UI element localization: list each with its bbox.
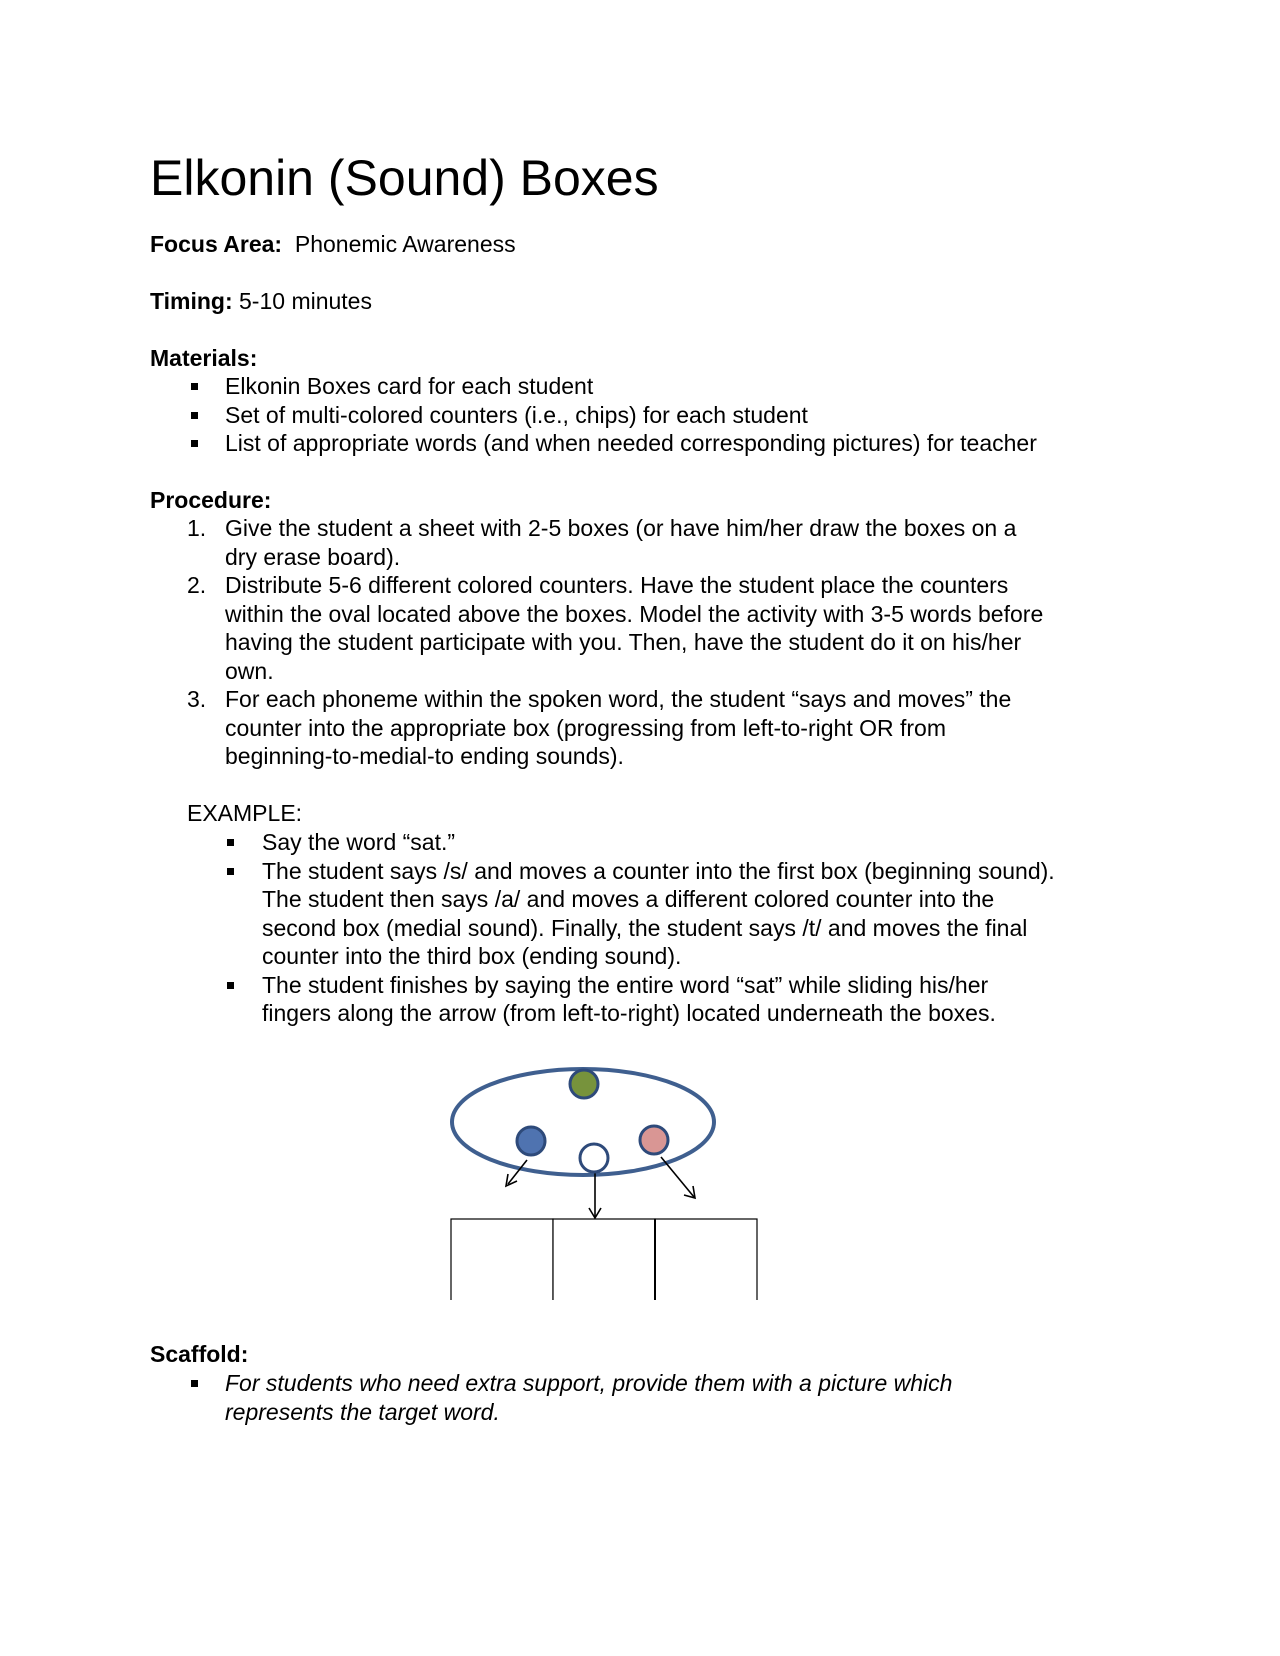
list-item: Set of multi-colored counters (i.e., chips) for each student xyxy=(150,401,1150,430)
pink-counter xyxy=(640,1126,668,1154)
focus-area-line xyxy=(150,230,516,259)
sound-box-1 xyxy=(451,1219,553,1300)
scaffold-heading: Scaffold: xyxy=(150,1341,249,1367)
procedure-step: 2. Distribute 5-6 different colored counters. Have the student place the counters within the oval located above the boxes. Model the activity with 3-5 words before having the student participate with you. Then, have the student do it on his/her own. xyxy=(187,572,1044,684)
list-item: Say the word “sat.” xyxy=(262,828,1162,857)
procedure-list xyxy=(150,514,1150,771)
list-item: For students who need extra support, provide them with a picture which represents the target word. xyxy=(150,1369,1150,1426)
green-counter xyxy=(570,1070,598,1098)
list-item: The student finishes by saying the entire word “sat” while sliding his/her fingers along the arrow (from left-to-right) located underneath the boxes. xyxy=(262,971,1162,1028)
bullet-icon xyxy=(227,868,234,875)
example-heading: EXAMPLE: xyxy=(187,800,303,826)
sound-box-3 xyxy=(655,1219,757,1300)
blue-counter xyxy=(517,1127,545,1155)
example-list xyxy=(262,828,1162,1028)
materials-list xyxy=(150,372,1150,458)
timing-line xyxy=(150,287,372,316)
focus-area-label: Focus Area: xyxy=(150,231,283,257)
list-item: The student says /s/ and moves a counter into the first box (beginning sound). The student then says /a/ and moves a different colored counter into the second box (medial sound). Finally, the student says /t/ and moves the final counter into the third box (ending sound). xyxy=(262,857,1162,971)
bullet-icon xyxy=(191,412,198,419)
sound-box-2 xyxy=(553,1219,655,1300)
bullet-icon xyxy=(191,440,198,447)
list-item: List of appropriate words (and when needed corresponding pictures) for teacher xyxy=(150,429,1150,458)
elkonin-boxes-diagram xyxy=(450,1060,780,1300)
list-item: Elkonin Boxes card for each student xyxy=(150,372,1150,401)
bullet-icon xyxy=(227,982,234,989)
focus-area-value: Phonemic Awareness xyxy=(294,231,516,257)
procedure-heading: Procedure: xyxy=(150,487,272,513)
procedure-step: 1. Give the student a sheet with 2-5 boxes (or have him/her draw the boxes on a dry erase board). xyxy=(187,515,1017,570)
arrow-left-icon xyxy=(508,1160,527,1184)
page-title: Elkonin (Sound) Boxes xyxy=(150,150,659,206)
timing-label: Timing: xyxy=(150,288,233,314)
bullet-icon xyxy=(191,1380,198,1387)
scaffold-list xyxy=(150,1369,1150,1426)
timing-value: 5-10 minutes xyxy=(239,288,372,314)
arrow-right-icon xyxy=(661,1157,694,1197)
bullet-icon xyxy=(191,383,198,390)
materials-heading: Materials: xyxy=(150,345,258,371)
bullet-icon xyxy=(227,839,234,846)
sound-boxes xyxy=(451,1219,757,1300)
procedure-step: 3. For each phoneme within the spoken word, the student “says and moves” the counter into the appropriate box (progressing from left-to-right OR from beginning-to-medial-to ending sounds). xyxy=(187,686,1012,769)
white-counter xyxy=(580,1144,608,1172)
